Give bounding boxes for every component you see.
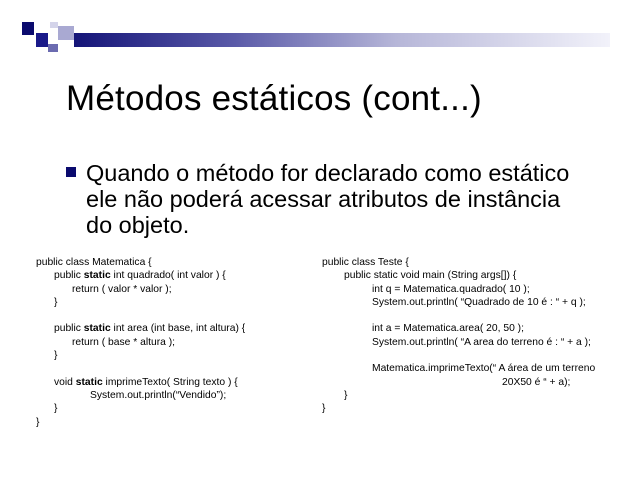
code-block-teste bbox=[322, 256, 622, 416]
code-line: System.out.println(“Vendido”); bbox=[90, 389, 227, 401]
code-line: int a = Matematica.area( 20, 50 ); bbox=[372, 323, 524, 335]
code-line: public class Matematica { bbox=[36, 257, 152, 268]
code-line: public class Teste { bbox=[322, 257, 409, 268]
bullet-text: Quando o método for declarado como estático ele não poderá acessar atributos de instância do objeto. bbox=[86, 160, 570, 238]
code-line: int q = Matematica.quadrado( 10 ); bbox=[372, 283, 530, 295]
code-line: } bbox=[36, 416, 40, 428]
code-line: System.out.println( “Quadrado de 10 é : “ + q ); bbox=[372, 296, 586, 308]
code-line: Matematica.imprimeTexto(“ A área de um terreno bbox=[372, 363, 596, 375]
code-line: } bbox=[54, 296, 58, 308]
decor-square-icon bbox=[22, 22, 34, 35]
decor-square-icon bbox=[48, 44, 58, 52]
code-line: } bbox=[344, 389, 348, 401]
code-line bbox=[36, 362, 316, 375]
code-line: public static void main (String args[]) { bbox=[344, 270, 517, 282]
code-line: return ( valor * valor ); bbox=[72, 283, 172, 295]
code-line: 20X50 é “ + a); bbox=[502, 376, 571, 388]
decor-square-icon bbox=[36, 33, 48, 47]
code-line: void static imprimeTexto( String texto ) { bbox=[54, 376, 238, 388]
code-line: } bbox=[54, 403, 58, 415]
code-line bbox=[322, 349, 622, 362]
code-line: } bbox=[54, 350, 58, 362]
decor-square-icon bbox=[58, 26, 74, 40]
code-block-matematica bbox=[36, 256, 316, 429]
code-line: public static int area (int base, int altura) { bbox=[54, 323, 246, 335]
code-line: public static int quadrado( int valor ) { bbox=[54, 270, 226, 282]
code-line bbox=[322, 309, 622, 322]
slide-title: Métodos estáticos (cont...) bbox=[66, 79, 482, 118]
code-line: } bbox=[322, 403, 326, 415]
header-gradient-bar bbox=[74, 33, 610, 47]
decor-square-icon bbox=[50, 22, 58, 28]
code-line: return ( base * altura ); bbox=[72, 336, 176, 348]
code-line: System.out.println( “A area do terreno é : “ + a ); bbox=[372, 336, 591, 348]
bullet-square-icon bbox=[66, 167, 76, 177]
code-line bbox=[36, 309, 316, 322]
